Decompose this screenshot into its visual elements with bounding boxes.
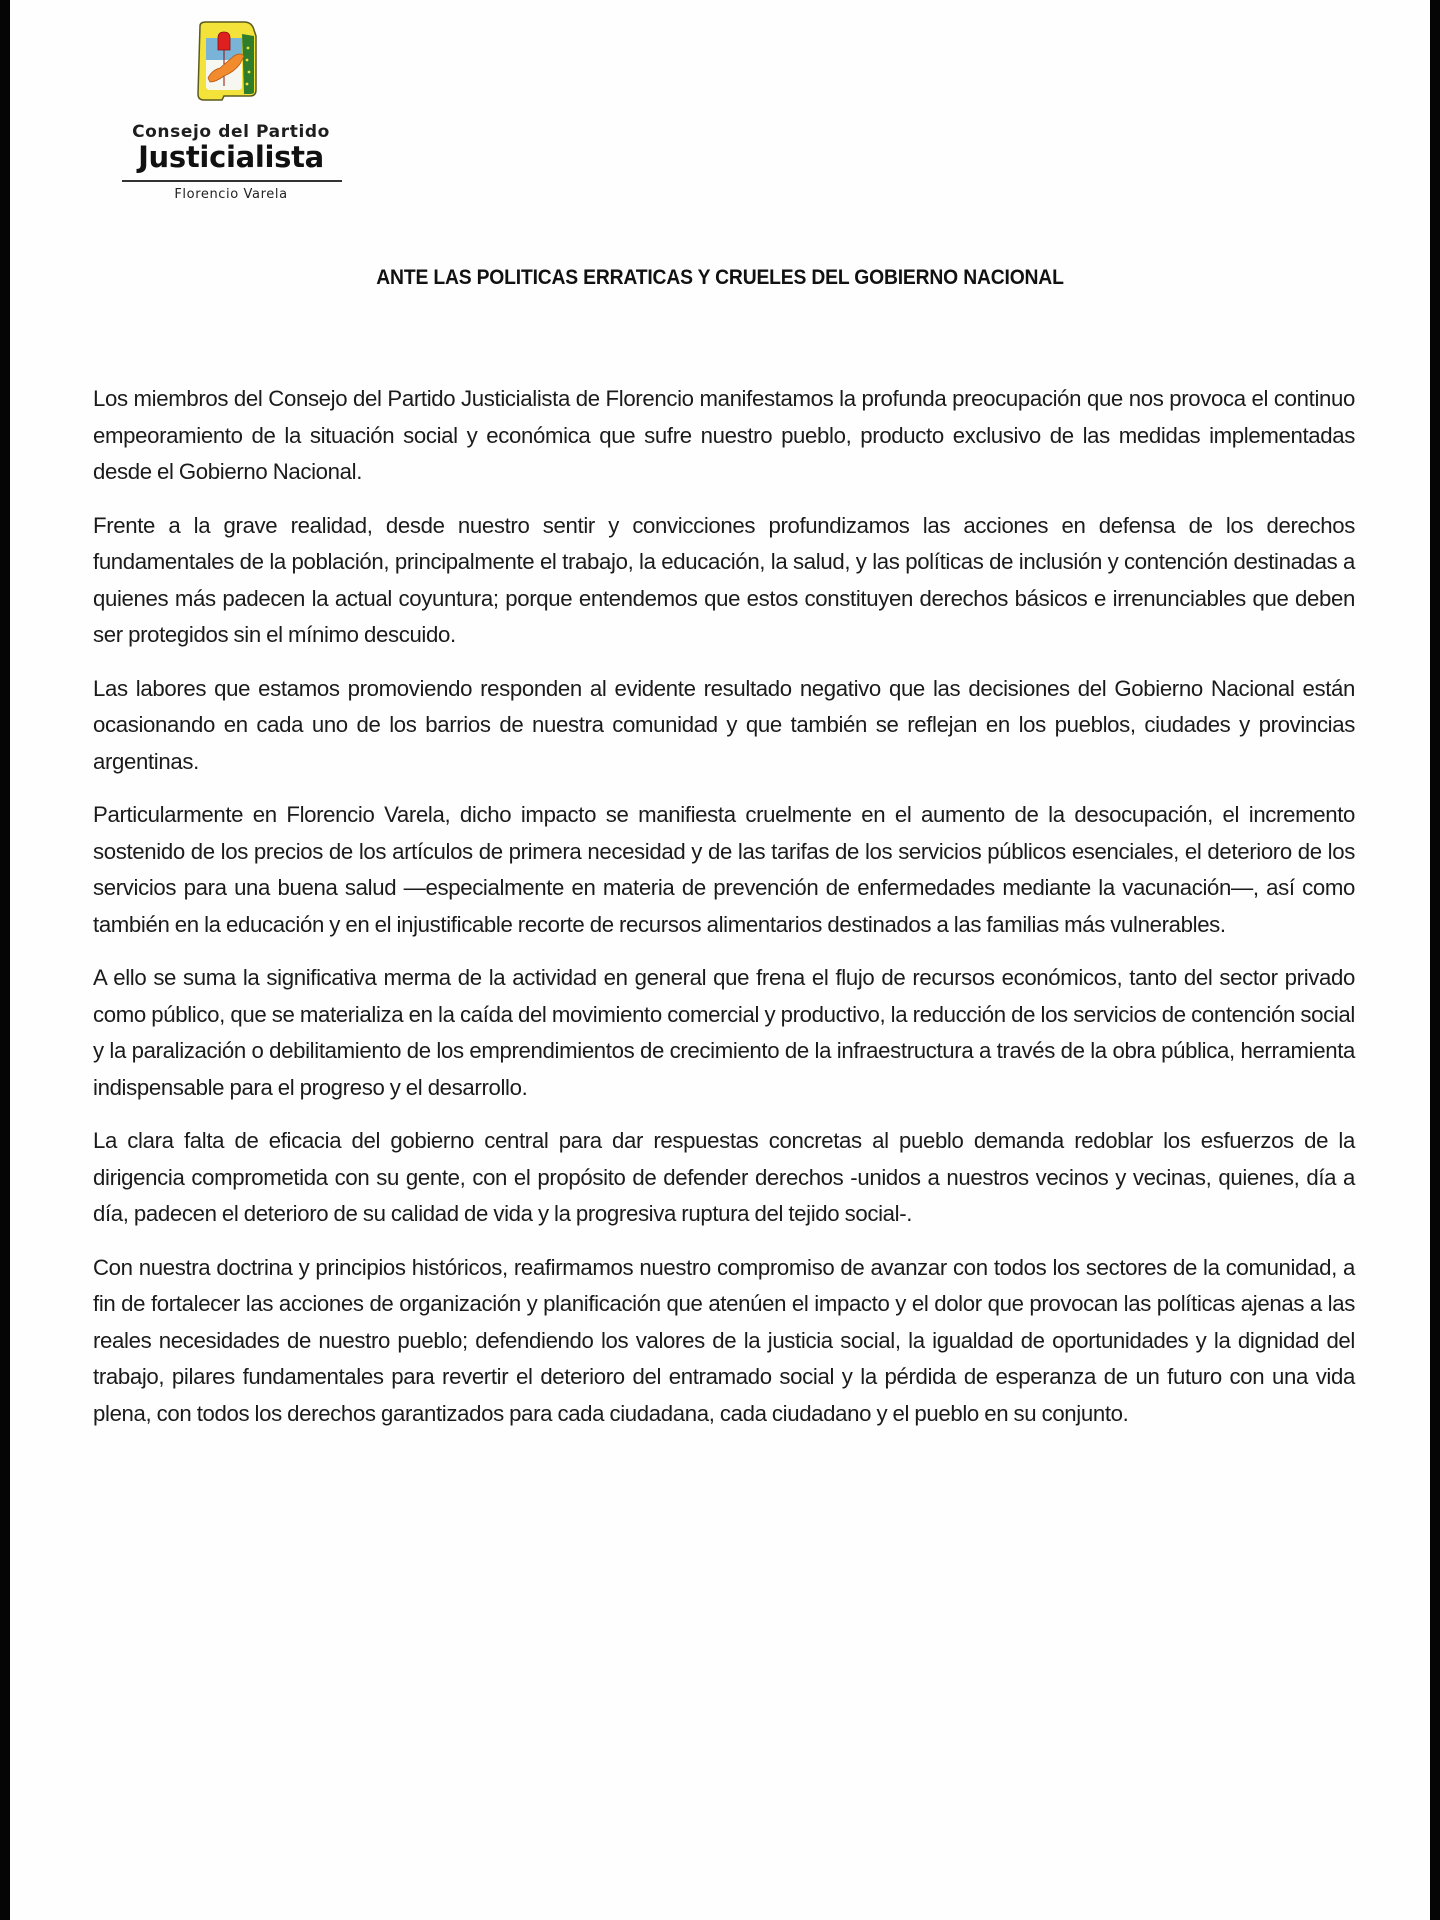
left-border-bar [0,0,10,1920]
paragraph-5: A ello se suma la significativa merma de la actividad en general que frena el flujo de recursos económicos, tanto del sector privado como público, que se materializa en la caída del movimiento comercial y productivo, la reducción de los servicios de contención social y la paralización o debilitamiento de los emprendimientos de crecimiento de la infraestructura a través de la obra pública, herramienta indispensable para el progreso y el desarrollo. [93,965,1355,1100]
party-logo [116,20,346,202]
party-shield-emblem-icon [194,20,260,102]
paragraph-3: Las labores que estamos promoviendo responden al evidente resultado negativo que las decisiones del Gobierno Nacional están ocasionando en cada uno de los barrios de nuestra comunidad y que también se reflejan en los pueblos, ciudades y provincias argentinas. [93,675,1355,774]
logo-text-location: Florencio Varela [174,187,288,202]
paragraph-4: Particularmente en Florencio Varela, dicho impacto se manifiesta cruelmente en el aumento de la desocupación, el incremento sostenido de los precios de los artículos de primera necesidad y de las tarifas de los servicios públicos esenciales, el deterioro de los servicios para una buena salud —especialmente en materia de prevención de enfermedades mediante la vacunación—, así como también en la educación y en el injustificable recorte de recursos alimentarios destinados a las familias más vulnerables. [93,802,1355,937]
document-title: ANTE LAS POLITICAS ERRATICAS Y CRUELES DEL GOBIERNO NACIONAL [376,266,1064,289]
logo-divider [122,180,342,182]
document-page [10,0,1430,1920]
document-body [93,381,1355,1449]
paragraph-2: Frente a la grave realidad, desde nuestro sentir y convicciones profundizamos las acciones en defensa de los derechos fundamentales de la población, principalmente el trabajo, la educación, la salud, y las políticas de inclusión y contención destinadas a quienes más padecen la actual coyuntura; porque entendemos que estos constituyen derechos básicos e irrenunciables que deben ser protegidos sin el mínimo descuido. [93,512,1355,647]
paragraph-7: Con nuestra doctrina y principios históricos, reafirmamos nuestro compromiso de avanzar con todos los sectores de la comunidad, a fin de fortalecer las acciones de organización y planificación que atenúen el impacto y el dolor que provocan las políticas ajenas a las reales necesidades de nuestro pueblo; defendiendo los valores de la justicia social, la igualdad de oportunidades y la dignidad del trabajo, pilares fundamentales para revertir el deterioro del entramado social y la pérdida de esperanza de un futuro con una vida plena, con todos los derechos garantizados para cada ciudadana, cada ciudadano y el pueblo en su conjunto. [93,1254,1355,1426]
logo-text-justicialista: Justicialista [138,140,324,174]
paragraph-6: La clara falta de eficacia del gobierno central para dar respuestas concretas al pueblo demanda redoblar los esfuerzos de la dirigencia comprometida con su gente, con el propósito de defender derechos -unidos a nuestros vecinos y vecinas, quienes, día a día, padecen el deterioro de su calidad de vida y la progresiva ruptura del tejido social-. [93,1128,1355,1226]
right-border-bar [1430,0,1440,1920]
paragraph-1: Los miembros del Consejo del Partido Justicialista de Florencio manifestamos la profunda preocupación que nos provoca el continuo empeoramiento de la situación social y económica que sufre nuestro pueblo, producto exclusivo de las medidas implementadas desde el Gobierno Nacional. [93,386,1355,484]
logo-text-consejo: Consejo del Partido [132,122,330,142]
